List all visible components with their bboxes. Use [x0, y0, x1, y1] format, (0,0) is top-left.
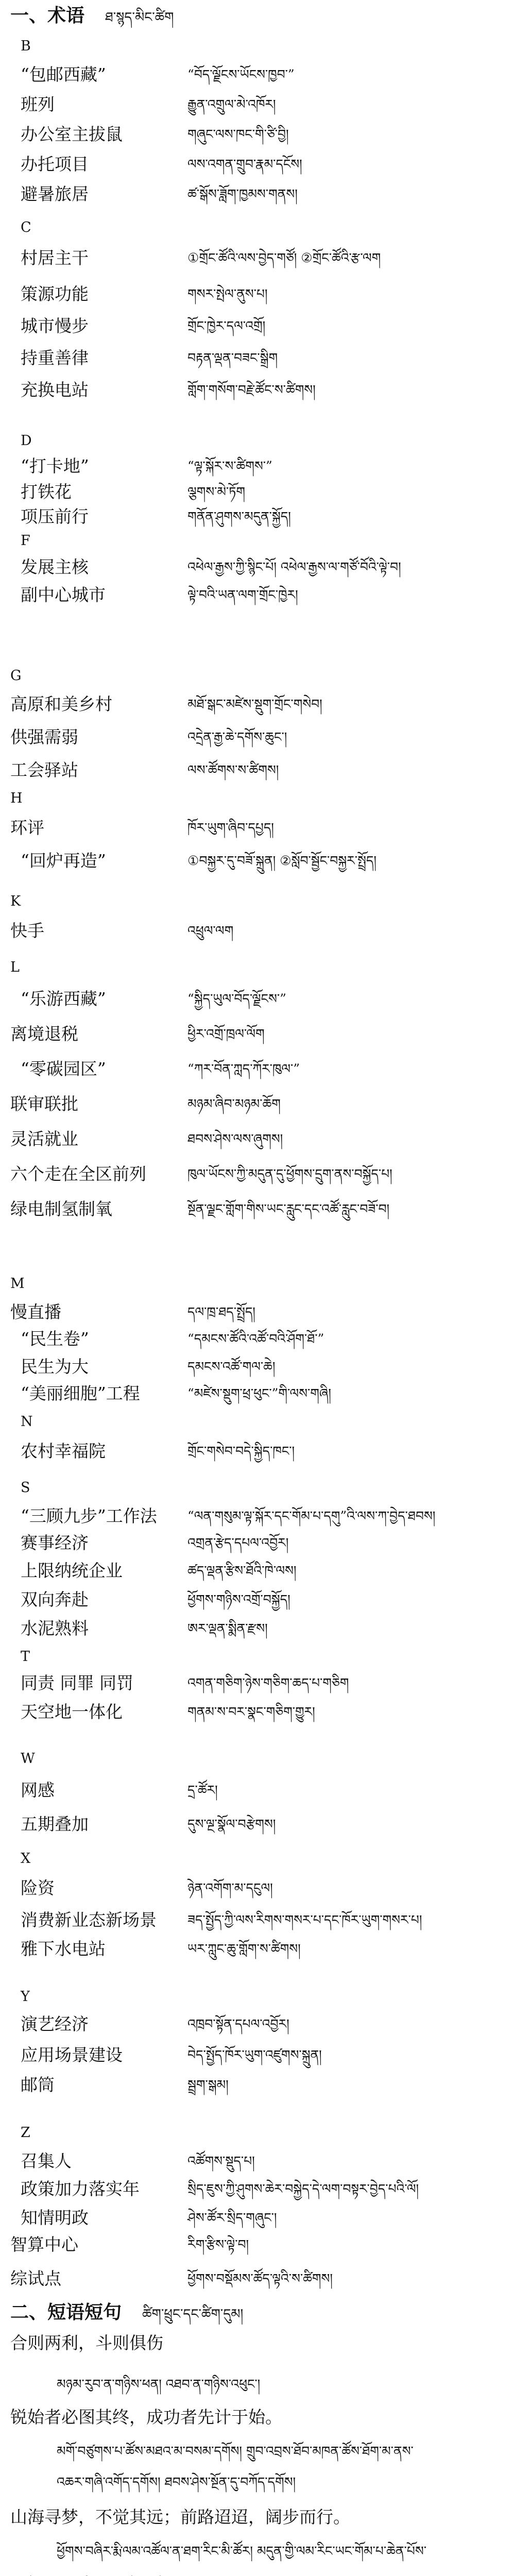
- term-chinese: 充换电站: [21, 380, 89, 400]
- phrase-tibetan: འཆར་གཞི་འགོད་དགོས། ཐབས་ཤེས་སྔོན་དུ་བཀོད་དགོས།: [57, 2475, 296, 2489]
- term-tibetan: འགྲན་རྩེད་དཔལ་འབྱོར།: [187, 1535, 289, 1550]
- term-chinese: 双向奔赴: [21, 1589, 89, 1609]
- term-chinese: 发展主核: [21, 557, 89, 577]
- phrase-chinese: 山海寻梦，不觉其远；前路迢迢，阔步而行。: [10, 2507, 350, 2527]
- term-tibetan: གཞུང་ལས་ཁང་གི་ཙི་བྱི།: [187, 127, 289, 142]
- term-chinese: 赛事经济: [21, 1533, 89, 1553]
- phrase-chinese: 锐始者必图其终，成功者先计于始。: [10, 2407, 282, 2427]
- letter-header: C: [21, 219, 31, 235]
- term-chinese: 雅下水电站: [21, 1939, 106, 1959]
- term-chinese: “三顾九步”工作法: [21, 1506, 157, 1526]
- term-chinese: 上限纳统企业: [21, 1561, 123, 1581]
- term-tibetan: “དམངས་ཚོའི་འཚོ་བའི་ཤོག་ཐོ་”: [187, 1331, 324, 1346]
- term-chinese: 打铁花: [21, 482, 72, 502]
- phrase-tibetan: མཉམ་རུབ་ན་གཉིས་ཕན། འཐབ་ན་གཉིས་འཕུང་།: [57, 2377, 261, 2392]
- phrase-tibetan: ཕྱོགས་བཞིར་རྨི་ལམ་འཚོལ་ན་ཐག་རིང་མི་ཚོར། མདུན་གྱི་ལམ་རིང་ཡང་གོམ་པ་ཆེན་པོས་: [57, 2544, 426, 2558]
- term-chinese: 离境退税: [10, 1024, 78, 1044]
- term-chinese: 民生为大: [21, 1357, 89, 1377]
- term-tibetan: སྔོན་ལྗང་གློག་གིས་ཡང་རླུང་དང་འཚོ་རླུང་བཟོ་བ།: [187, 1201, 390, 1216]
- term-chinese: 慢直播: [10, 1302, 61, 1322]
- letter-header: G: [10, 668, 22, 684]
- term-chinese: “美丽细胞”工程: [21, 1383, 140, 1403]
- term-chinese: 智算中心: [10, 2234, 78, 2255]
- term-chinese: “民生卷”: [21, 1329, 89, 1349]
- letter-header: W: [21, 1751, 35, 1767]
- term-tibetan: ཡར་ཀླུང་ཆུ་གློག་ས་ཚིགས།: [187, 1941, 301, 1956]
- term-chinese: 快手: [10, 921, 44, 941]
- term-tibetan: “བོད་ལྗོངས་ཡོངས་ཁྱབ་”: [187, 67, 295, 82]
- section-heading-terms: [10, 1, 174, 32]
- letter-header: T: [21, 1649, 30, 1665]
- term-chinese: “包邮西藏”: [21, 64, 106, 84]
- term-tibetan: “ལན་གསུམ་ལྟ་སྐོར་དང་གོམ་པ་དགུ”འི་ལས་ཀ་བྱེད་ཐབས།: [187, 1509, 436, 1523]
- section-heading-phrases: [10, 2298, 243, 2329]
- term-tibetan: གནམ་ས་བར་སྣང་གཅིག་གྱུར།: [187, 1704, 315, 1719]
- term-tibetan: ལྟེ་བའི་ཡན་ལག་གྲོང་ཁྱེར།: [187, 587, 298, 602]
- letter-header: Y: [21, 1989, 30, 2005]
- term-tibetan: “སྐྱིད་ཡུལ་བོད་ལྗོངས་”: [187, 991, 286, 1006]
- term-chinese: 应用场景建设: [21, 2045, 123, 2065]
- term-chinese: 知情明政: [21, 2208, 89, 2228]
- term-tibetan: འཕྲུལ་ལག: [187, 923, 234, 938]
- term-chinese: 城市慢步: [21, 316, 89, 336]
- term-tibetan: ཟད་སྤྱོད་ཀྱི་ལས་རིགས་གསར་པ་དང་ཁོར་ཡུག་གསར་པ།: [187, 1912, 422, 1927]
- term-tibetan: གནོན་ཤུགས་མདུན་སྐྱོད།: [187, 509, 291, 524]
- term-chinese: 天空地一体化: [21, 1702, 123, 1722]
- letter-header: K: [10, 893, 21, 909]
- letter-header: X: [21, 1851, 31, 1867]
- term-tibetan: དུས་ལྔ་སྣོལ་བརྩེགས།: [187, 1817, 276, 1832]
- term-tibetan: མཐོ་སྒང་མཛེས་སྡུག་གྲོང་གསེབ།: [187, 697, 322, 711]
- letter-header: L: [10, 959, 20, 975]
- letter-header: S: [21, 1480, 30, 1496]
- section-title-tibetan: ཐ་སྙད་མིང་ཚིག: [105, 10, 174, 25]
- term-tibetan: ①བསྐྱར་དུ་བཟོ་སྐྲུན། ②སློབ་སྦྱོང་བསྐྱར་སྤྲོད།: [187, 853, 377, 868]
- term-chinese: 险资: [21, 1878, 55, 1898]
- term-chinese: 项压前行: [21, 506, 89, 527]
- term-chinese: 农村幸福院: [21, 1441, 106, 1461]
- term-chinese: 工会驿站: [10, 760, 78, 780]
- term-chinese: 避暑旅居: [21, 184, 89, 204]
- term-tibetan: དྲ་ཚོར།: [187, 1783, 218, 1798]
- term-tibetan: ཕྱོགས་གཉིས་འགྲོ་བསྐྱོད།: [187, 1592, 290, 1607]
- term-tibetan: དལ་ཁྲ་ཐད་སྤྲོད།: [187, 1304, 255, 1319]
- term-tibetan: ཨར་ལྡན་སྨིན་རྫས།: [187, 1621, 268, 1636]
- term-tibetan: འདྲེན་རྒྱ་ཆེ་དགོས་ཆུང་།: [187, 730, 287, 744]
- term-tibetan: ལས་ཚོགས་ས་ཚིགས།: [187, 762, 279, 777]
- term-chinese: 高原和美乡村: [10, 694, 112, 714]
- section-title-tibetan: ཚིག་ཕྲུང་དང་ཚིག་དུམ།: [142, 2307, 244, 2322]
- term-chinese: “零碳园区”: [21, 1059, 106, 1079]
- term-tibetan: འཕེལ་རྒྱས་ཀྱི་སྙིང་པོ། འཕེལ་རྒྱས་ལ་གཙོ་བོའི་ལྟེ་བ།: [187, 560, 401, 574]
- term-chinese: 环评: [10, 818, 44, 838]
- term-chinese: 六个走在全区前列: [10, 1164, 146, 1184]
- phrase-tibetan: [21, 2571, 169, 2576]
- letter-header: B: [21, 38, 31, 54]
- term-chinese: 五期叠加: [21, 1814, 89, 1834]
- term-chinese: 同责 同罪 同罚: [21, 1673, 133, 1693]
- term-tibetan: ཕྱིར་འགྲོ་ཁྲལ་ལོག: [187, 1026, 265, 1041]
- term-tibetan: གྲོང་ཁྱེར་དལ་འགྲོ།: [187, 318, 266, 333]
- term-tibetan: ཤེས་ཚོར་སྲིད་གཞུང་།: [187, 2210, 277, 2225]
- term-tibetan: རིག་རྩིས་ལྟེ་བ།: [187, 2237, 249, 2252]
- letter-header: H: [10, 790, 23, 806]
- letter-header: M: [10, 1276, 25, 1292]
- term-chinese: 邮筒: [21, 2075, 55, 2095]
- term-chinese: 联审联批: [10, 1094, 78, 1114]
- term-chinese: 综试点: [10, 2268, 61, 2289]
- term-chinese: “回炉再造”: [21, 851, 106, 871]
- term-chinese: 绿电制氢制氧: [10, 1199, 112, 1219]
- term-chinese: 水泥熟料: [21, 1618, 89, 1638]
- term-chinese: “乐游西藏”: [21, 989, 106, 1009]
- term-chinese: 演艺经济: [21, 2014, 89, 2034]
- term-tibetan: མཉམ་ཞིབ་མཉམ་ཆོག: [187, 1096, 281, 1111]
- term-tibetan: དམངས་འཚོ་གལ་ཆེ།: [187, 1359, 276, 1374]
- term-chinese: 召集人: [21, 2151, 72, 2171]
- term-tibetan: འཚོགས་སྡུད་པ།: [187, 2154, 255, 2168]
- term-tibetan: ཁོར་ཡུག་ཞིབ་དཔྱད།: [187, 820, 274, 835]
- term-tibetan: འགན་གཅིག་ཉེས་གཅིག་ཆད་པ་གཅིག: [187, 1675, 349, 1690]
- letter-header: F: [21, 533, 30, 549]
- term-chinese: 办公室主拔鼠: [21, 124, 123, 144]
- term-tibetan: ལྕགས་མེ་ཏོག: [187, 484, 245, 499]
- term-tibetan: “ཀར་བོན་ཀླད་ཀོར་ཁུལ་”: [187, 1061, 300, 1076]
- term-chinese: 供强需弱: [10, 727, 78, 747]
- term-tibetan: འཁྲབ་སྟོན་དཔལ་འབྱོར།: [187, 2016, 289, 2031]
- term-chinese: “打卡地”: [21, 456, 89, 476]
- term-chinese: 办托项目: [21, 154, 89, 174]
- term-tibetan: ཐབས་ཤེས་ལས་ཞུགས།: [187, 1131, 283, 1146]
- term-chinese: 消费新业态新场景: [21, 1910, 157, 1930]
- term-chinese: 副中心城市: [21, 585, 106, 605]
- term-tibetan: ཚ་སྒོས་ཟློག་ཁྱམས་གནས།: [187, 187, 298, 201]
- phrase-tibetan: མགོ་བཙུགས་པ་ཚོས་མཐའ་མ་བསམ་དགོས། གྲུབ་འབྲས་ཐོབ་མཁན་ཚོས་ཐོག་མ་ནས་: [57, 2444, 414, 2459]
- section-title: 二、短语短句: [10, 2301, 122, 2323]
- term-chinese: 灵活就业: [10, 1129, 78, 1149]
- term-chinese: 持重善律: [21, 348, 89, 368]
- section-title: 一、术语: [10, 5, 85, 26]
- letter-header: Z: [21, 2125, 30, 2141]
- term-tibetan: སྲིད་ཇུས་ཀྱི་ཤུགས་ཆེར་བསྐྱེད་དེ་ལག་བསྟར་བྱེད་པའི་ལོ།: [187, 2181, 419, 2196]
- term-tibetan: ལས་འགན་གྲུབ་རྣམ་དངོས།: [187, 157, 302, 172]
- term-tibetan: སྦྲག་སྒམ།: [187, 2077, 229, 2092]
- term-chinese: 策源功能: [21, 284, 89, 304]
- phrase-chinese: 合则两利，斗则俱伤: [10, 2333, 163, 2353]
- term-chinese: 村居主干: [21, 248, 89, 268]
- term-tibetan: ཚད་ལྡན་རྩིས་ཐོའི་ཁེ་ལས།: [187, 1563, 297, 1578]
- term-tibetan: ཕྱོགས་བསྡོམས་ཚོད་ལྟའི་ས་ཚིགས།: [187, 2271, 333, 2286]
- term-tibetan: རྒྱུན་འགྲུལ་མེ་འཁོར།: [187, 97, 276, 112]
- term-tibetan: གྲོང་གསེབ་བདེ་སྐྱིད་ཁང་།: [187, 1444, 295, 1459]
- term-tibetan: “མཛེས་སྡུག་ཕྲ་ཕུང་”གི་ལས་གཞི།: [187, 1386, 331, 1401]
- term-chinese: 政策加力落实年: [21, 2179, 140, 2199]
- term-tibetan: བརྟན་ལྡན་བཟང་སྒྲིག: [187, 350, 278, 365]
- term-tibetan: ཉེན་འགོག་མ་དངུལ།: [187, 1880, 273, 1895]
- term-tibetan: ①གྲོང་ཚོའི་ལས་བྱེད་གཙོ། ②གྲོང་ཚོའི་རྩ་ལག: [187, 250, 381, 265]
- term-tibetan: བེད་སྤྱོད་ཁོར་ཡུག་འཛུགས་སྐྲུན།: [187, 2047, 322, 2062]
- term-chinese: 班列: [21, 94, 55, 114]
- term-tibetan: ཁུལ་ཡོངས་ཀྱི་མདུན་དུ་ཕྱོགས་དྲུག་ནས་བསྐྱོད་པ།: [187, 1166, 392, 1181]
- term-tibetan: “ལྟ་སྐོར་ས་ཚིགས་”: [187, 459, 272, 473]
- letter-header: N: [21, 1414, 33, 1430]
- term-chinese: 网感: [21, 1780, 55, 1800]
- term-tibetan: གློག་གསོག་བརྗེ་ཚོང་ས་ཚིགས།: [187, 382, 316, 397]
- term-tibetan: གསར་སྤེལ་ནུས་པ།: [187, 286, 268, 301]
- letter-header: D: [21, 433, 32, 449]
